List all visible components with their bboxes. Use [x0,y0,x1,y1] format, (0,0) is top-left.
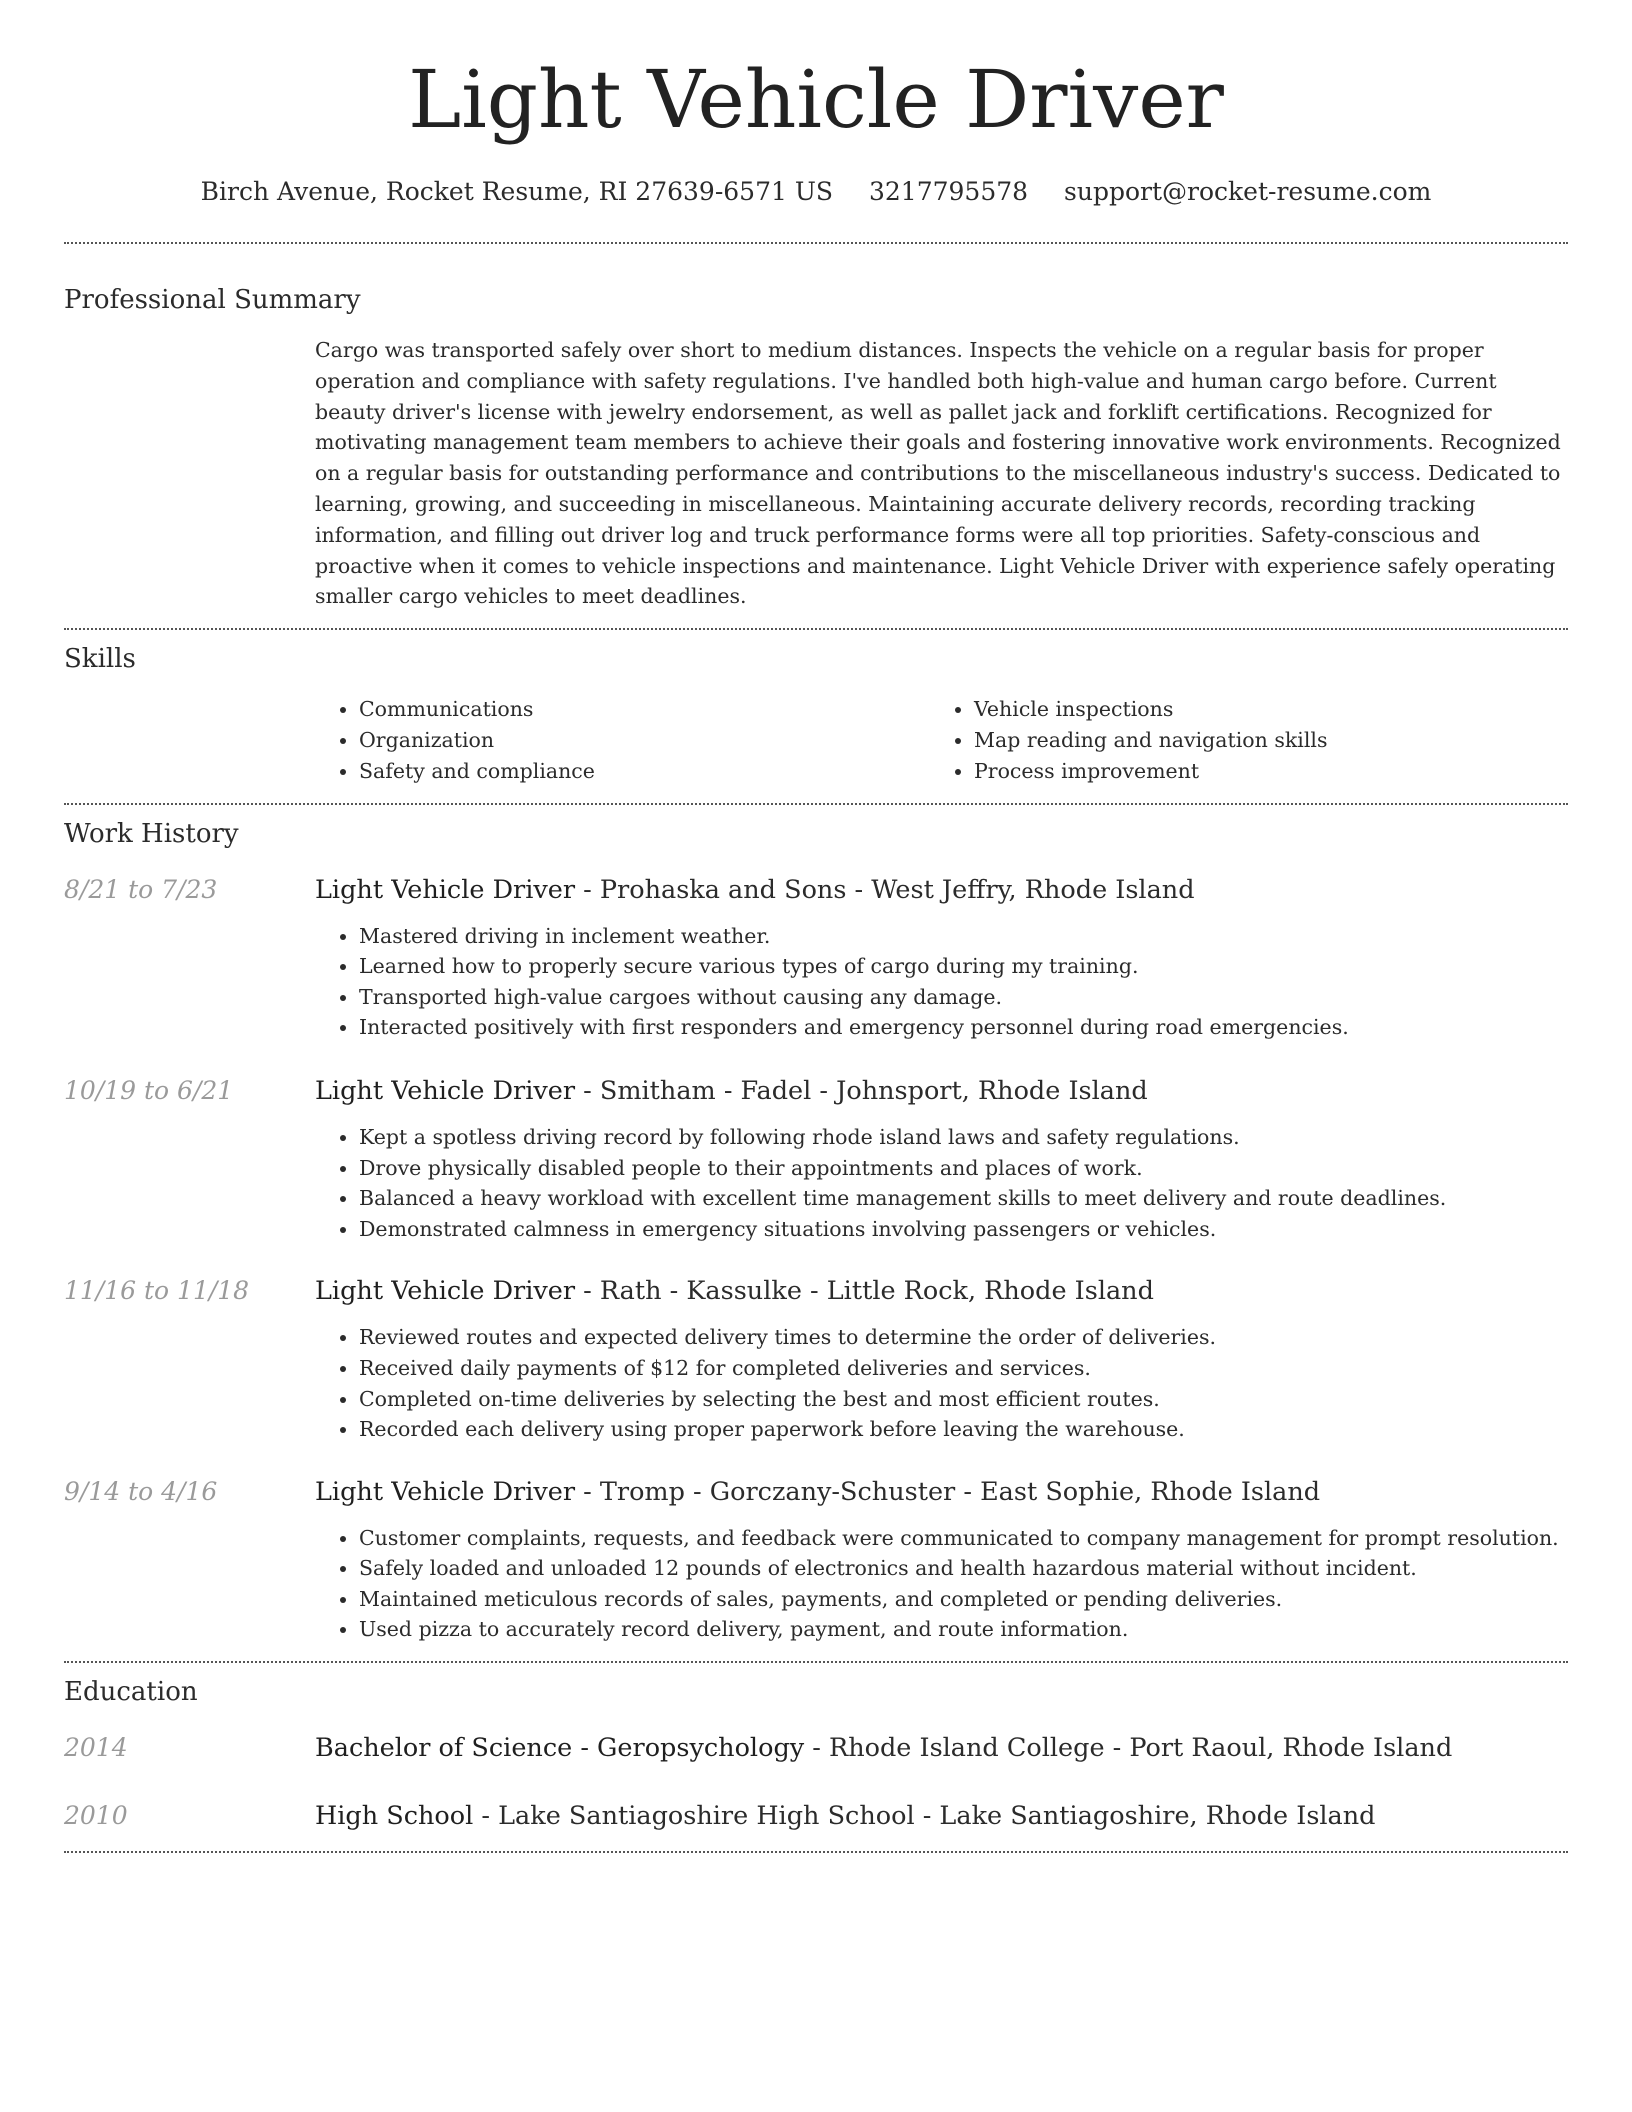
skill-item: • Safety and compliance [359,756,930,787]
summary-content [315,335,1568,612]
contact-phone: 3217795578 [869,177,1029,206]
job-bullets [315,1122,1568,1244]
job-bullet: • Received daily payments of $12 for completed deliveries and services. [359,1353,1568,1384]
job-entry [64,1475,1568,1645]
section-title-education: Education [64,1677,198,1708]
job-dates: 9/14 to 4/16 [64,1476,218,1506]
summary-text: Cargo was transported safely over short to medium distances. Inspects the vehicle on a regular basis for proper operation and compliance with safety regulations. I've handled both high-value and human cargo before. Current beauty driver's license with jewelry endorsement, as well as pallet jack and forklift certifications. Recognized for motivating management team members to achieve their goals and fostering innovative work environments. Recognized on a regular basis for outstanding performance and contributions to the miscellaneous industry's success. Dedicated to learning, growing, and succeeding in miscellaneous. Maintaining accurate delivery records, recording tracking information, and filling out driver log and truck performance forms were all top priorities. Safety-conscious and proactive when it comes to vehicle inspections and maintenance. Light Vehicle Driver with experience safely operating smaller cargo vehicles to meet deadlines. [315,338,1561,609]
skill-item: • Organization [359,725,930,756]
divider [64,1851,1568,1853]
job-dates: 11/16 to 11/18 [64,1276,250,1306]
resume-name: Light Vehicle Driver [408,53,1224,146]
skill-item: • Communications [359,694,930,725]
education-entry [64,1731,1568,1765]
skills-list-right [930,694,1545,786]
education-entry [64,1799,1568,1833]
education-section [64,1675,1568,1833]
job-title: Light Vehicle Driver [315,874,576,905]
skills-grid [315,694,1568,786]
job-title: Light Vehicle Driver [315,1276,576,1307]
skill-item: • Process improvement [974,756,1545,787]
job-bullet: • Kept a spotless driving record by following rhode island laws and safety regulations. [359,1122,1568,1153]
education-year: 2010 [64,1801,128,1831]
work-section [64,817,1568,1646]
job-company: - Smitham - Fadel - Johnsport, Rhode Island [575,1075,1148,1106]
contact-line [64,174,1568,210]
skills-list-left [315,694,930,786]
job-entry [64,1074,1568,1244]
section-title-work: Work History [64,818,239,849]
job-company: - Tromp - Gorczany-Schuster - East Sophie, Rhode Island [575,1476,1321,1507]
job-title: Light Vehicle Driver [315,1476,576,1507]
job-bullet: • Transported high-value cargoes without causing any damage. [359,982,1568,1013]
job-heading [315,873,1568,907]
job-bullet: • Customer complaints, requests, and feedback were communicated to company management for prompt resolution. [359,1523,1568,1554]
job-dates: 8/21 to 7/23 [64,874,218,904]
job-heading [315,1074,1568,1108]
education-school: - Rhode Island College - Port Raoul, Rhode Island [804,1733,1453,1764]
education-heading [315,1731,1568,1765]
summary-section [64,283,1568,612]
job-bullet: • Recorded each delivery using proper paperwork before leaving the warehouse. [359,1414,1568,1445]
job-entry [64,873,1568,1043]
job-entry [64,1274,1568,1444]
job-dates: 10/19 to 6/21 [64,1075,234,1105]
section-title-summary: Professional Summary [64,285,361,315]
job-bullet: • Maintained meticulous records of sales, payments, and completed or pending deliveries. [359,1584,1568,1615]
education-school: - Lake Santiagoshire High School - Lake Santiagoshire, Rhode Island [473,1801,1376,1832]
divider [64,628,1568,630]
job-bullet: • Safely loaded and unloaded 12 pounds of electronics and health hazardous material without incident. [359,1553,1568,1584]
divider [64,242,1568,244]
education-year: 2014 [64,1733,128,1763]
job-bullet: • Used pizza to accurately record delivery, payment, and route information. [359,1614,1568,1645]
education-heading [315,1799,1568,1833]
job-bullets [315,1523,1568,1645]
contact-email: support@rocket-resume.com [1064,177,1432,206]
job-company: - Prohaska and Sons - West Jeffry, Rhode Island [575,874,1195,905]
section-title-skills: Skills [64,644,136,675]
job-company: - Rath - Kassulke - Little Rock, Rhode Island [575,1276,1154,1307]
contact-address: Birch Avenue, Rocket Resume, RI 27639-6571 US [200,177,834,206]
job-bullet: • Demonstrated calmness in emergency situations involving passengers or vehicles. [359,1214,1568,1245]
education-degree: Bachelor of Science - Geropsychology [315,1733,805,1764]
divider [64,1661,1568,1663]
skills-section [64,642,1568,786]
skill-item: • Map reading and navigation skills [974,725,1545,756]
skill-item: • Vehicle inspections [974,694,1545,725]
job-title: Light Vehicle Driver [315,1075,576,1106]
job-bullets [315,921,1568,1043]
job-bullet: • Interacted positively with first responders and emergency personnel during road emergencies. [359,1012,1568,1043]
education-degree: High School [315,1801,474,1832]
job-bullet: • Learned how to properly secure various types of cargo during my training. [359,951,1568,982]
job-bullet: • Mastered driving in inclement weather. [359,921,1568,952]
job-bullets [315,1322,1568,1444]
job-bullet: • Drove physically disabled people to their appointments and places of work. [359,1153,1568,1184]
divider [64,803,1568,805]
job-bullet: • Balanced a heavy workload with excellent time management skills to meet delivery and route deadlines. [359,1183,1568,1214]
job-heading [315,1475,1568,1509]
job-heading [315,1274,1568,1308]
job-bullet: • Completed on-time deliveries by selecting the best and most efficient routes. [359,1384,1568,1415]
job-bullet: • Reviewed routes and expected delivery times to determine the order of deliveries. [359,1322,1568,1353]
